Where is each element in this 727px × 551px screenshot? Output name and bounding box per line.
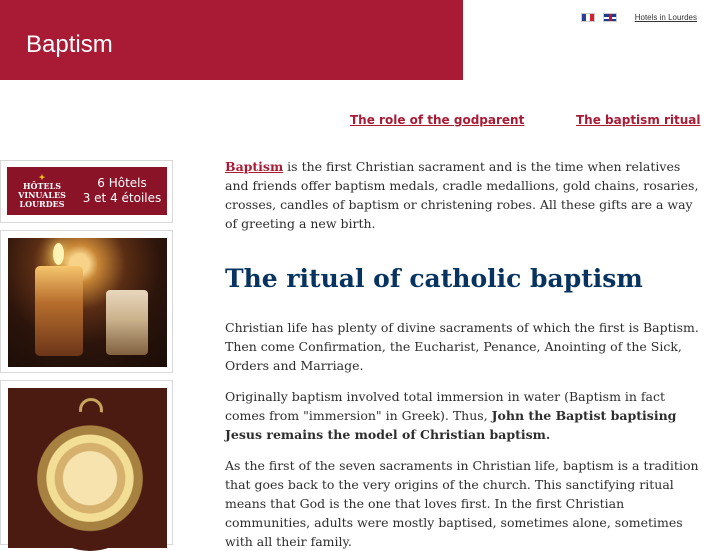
candle-image <box>35 266 83 356</box>
hotels-banner-inner[interactable] <box>7 167 167 215</box>
uk-flag-icon[interactable] <box>603 13 617 22</box>
intro-paragraph: Baptism is the first Christian sacrament and is the time when relatives and friends offer baptism medals, cradle medallions, gold chains, rosaries, crosses, candles of baptism or christening robes. All these gifts are a way of greeting a new birth. <box>225 159 699 231</box>
immersion-paragraph: Originally baptism involved total immersion in water (Baptism in fact comes from "immersion" in Greek). Thus, John the Baptist baptising Jesus remains the model of Christian baptism. <box>225 389 677 442</box>
page-title: Baptism <box>26 31 113 58</box>
religious-medal-image <box>34 411 146 551</box>
candle-image <box>106 290 148 355</box>
hotels-banner-text: 6 Hôtels 3 et 4 étoiles <box>82 176 162 205</box>
candles-photo <box>8 238 167 367</box>
sacraments-paragraph: Christian life has plenty of divine sacraments of which the first is Baptism. Then come Confirmation, the Eucharist, Penance, Anointing of the Sick, Orders and Marriage. <box>225 320 699 373</box>
vinuales-logo: ✦ HÔTELS VINUALES LOURDES <box>18 172 66 209</box>
main-content <box>225 157 705 551</box>
flame-icon <box>53 243 64 265</box>
medal-photo-frame <box>0 380 173 545</box>
baptism-link[interactable]: Baptism <box>225 159 284 174</box>
baptism-ritual-link[interactable]: The baptism ritual <box>576 113 701 127</box>
hotels-banner[interactable] <box>0 160 173 223</box>
language-bar <box>581 10 697 24</box>
godparent-role-link[interactable]: The role of the godparent <box>350 113 525 127</box>
section-heading: The ritual of catholic baptism <box>225 264 643 293</box>
hotels-in-lourdes-link[interactable]: Hotels in Lourdes <box>634 12 697 22</box>
tradition-paragraph: As the first of the seven sacraments in Christian life, baptism is a tradition that goes back to the very origins of the church. This sanctifying ritual means that God is the one that loves first. In the first Christian communities, adults were mostly baptised, sometimes alone, sometimes with all their family. <box>225 458 699 549</box>
page-header <box>0 0 463 80</box>
french-flag-icon[interactable] <box>581 13 595 22</box>
candles-photo-frame <box>0 230 173 373</box>
medal-photo <box>8 388 167 548</box>
